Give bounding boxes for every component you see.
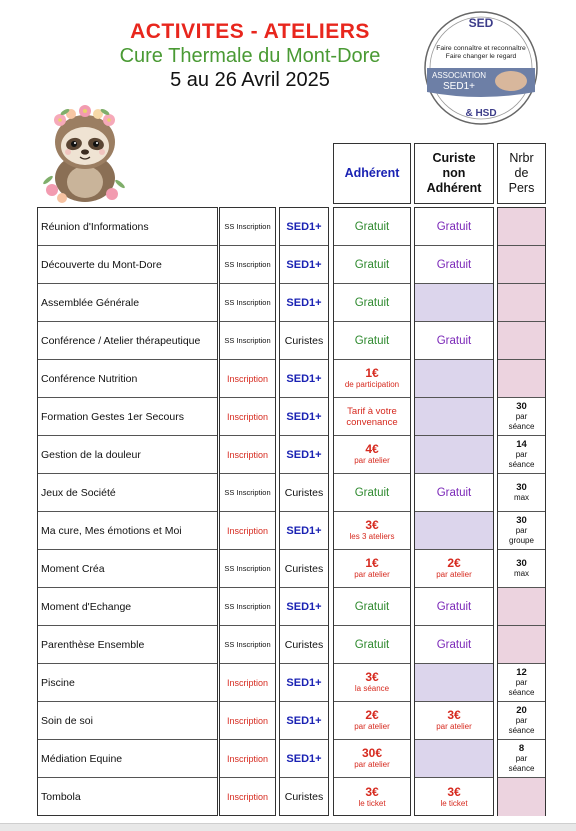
activity-cell — [38, 360, 217, 398]
activity-cell — [38, 588, 217, 626]
participants-unit-line1: par — [515, 754, 528, 763]
price-unit: par atelier — [354, 570, 390, 579]
organizer-cell — [280, 322, 328, 360]
activity-cell — [38, 664, 217, 702]
header-adherent — [333, 143, 411, 204]
participants-unit-line1: max — [513, 493, 530, 502]
organizer-label: Curistes — [284, 562, 324, 575]
activity-name: Découverte du Mont-Dore — [41, 258, 162, 271]
participants-cell — [498, 360, 545, 398]
participants-cell — [498, 398, 545, 436]
adherent-price-cell — [334, 398, 410, 436]
participants-cell — [498, 474, 545, 512]
adherent-price-cell — [334, 322, 410, 360]
organizer-label: SED1+ — [286, 220, 322, 233]
participants-cell — [498, 626, 545, 664]
participants-cell — [498, 246, 545, 284]
organizer-label: Curistes — [284, 791, 324, 803]
inscription-label: Inscription — [226, 411, 269, 422]
inscription-cell — [220, 778, 275, 816]
organizer-label: SED1+ — [286, 258, 322, 271]
svg-text:SED1+: SED1+ — [443, 81, 475, 92]
inscription-cell — [220, 360, 275, 398]
participants-cell — [498, 664, 545, 702]
inscription-label: SS Inscription — [224, 564, 271, 573]
inscription-label: SS Inscription — [224, 298, 271, 307]
curiste-price-cell — [415, 512, 493, 550]
participants-count: 8 — [518, 743, 525, 754]
participants-column — [497, 207, 546, 816]
participants-cell — [498, 702, 545, 740]
curiste-price-cell — [415, 702, 493, 740]
association-badge-logo — [423, 10, 539, 126]
price-free-label: Gratuit — [354, 296, 390, 309]
svg-text:& HSD: & HSD — [465, 108, 497, 119]
curiste-price-cell — [415, 208, 493, 246]
inscription-cell — [220, 702, 275, 740]
price-amount: 3€ — [365, 670, 379, 684]
curiste-price-cell — [415, 664, 493, 702]
activity-name: Moment Créa — [41, 562, 105, 575]
participants-cell — [498, 208, 545, 246]
header-curiste-non-adherent — [414, 143, 494, 204]
organizer-cell — [280, 702, 328, 740]
adherent-price-cell — [334, 246, 410, 284]
participants-count: 14 — [516, 439, 527, 450]
organizer-cell — [280, 778, 328, 816]
inscription-label: Inscription — [226, 792, 269, 802]
activity-name: Parenthèse Ensemble — [41, 638, 145, 651]
organizer-cell — [280, 398, 328, 436]
inscription-label: SS Inscription — [224, 488, 271, 497]
activity-cell — [38, 398, 217, 436]
organizer-label: SED1+ — [286, 524, 322, 537]
activity-name: Assemblée Générale — [41, 296, 140, 309]
activity-name: Réunion d'Informations — [41, 220, 149, 233]
adherent-price-cell — [334, 664, 410, 702]
adherent-price-cell — [334, 474, 410, 512]
header-nbr-line1: Nrbr — [509, 151, 534, 165]
activity-name: Ma cure, Mes émotions et Moi — [41, 524, 182, 537]
inscription-cell — [220, 208, 275, 246]
activity-name: Jeux de Société — [41, 486, 116, 499]
price-free-label: Gratuit — [354, 638, 390, 651]
inscription-cell — [220, 398, 275, 436]
price-free-label: Gratuit — [354, 486, 390, 499]
participants-cell — [498, 740, 545, 778]
activity-name: Piscine — [41, 676, 75, 689]
organizer-label: SED1+ — [286, 410, 322, 423]
svg-text:ASSOCIATION: ASSOCIATION — [431, 71, 487, 80]
inscription-label: SS Inscription — [224, 602, 271, 611]
participants-count: 30 — [516, 482, 527, 493]
adherent-price-cell — [334, 436, 410, 474]
activity-cell — [38, 550, 217, 588]
price-amount: 2€ — [365, 708, 379, 722]
inscription-label: Inscription — [226, 373, 269, 384]
price-unit: par atelier — [354, 760, 390, 769]
participants-unit-line2: séance — [508, 688, 535, 697]
price-unit: par atelier — [354, 456, 390, 465]
price-amount: 4€ — [365, 442, 379, 456]
participants-cell — [498, 588, 545, 626]
curiste-price-cell — [415, 626, 493, 664]
curiste-price-cell — [415, 284, 493, 322]
participants-unit-line1: par — [515, 412, 528, 421]
price-amount: 3€ — [447, 708, 461, 722]
price-free-label: Gratuit — [436, 258, 472, 271]
participants-count: 30 — [516, 401, 527, 412]
curiste-price-cell — [415, 550, 493, 588]
participants-unit-line1: par — [515, 450, 528, 459]
svg-text:Faire changer le regard: Faire changer le regard — [445, 53, 517, 60]
price-amount: 2€ — [447, 556, 461, 570]
participants-unit-line2: séance — [508, 422, 535, 431]
inscription-cell — [220, 246, 275, 284]
price-unit: par atelier — [436, 570, 472, 579]
header-curiste-line2: non — [442, 166, 466, 180]
participants-cell — [498, 322, 545, 360]
inscription-cell — [220, 436, 275, 474]
organizer-label: SED1+ — [286, 714, 322, 727]
organizer-label: SED1+ — [286, 372, 322, 385]
inscription-cell — [220, 550, 275, 588]
activity-name: Médiation Equine — [41, 752, 123, 765]
curiste-price-cell — [415, 360, 493, 398]
activity-name: Tombola — [41, 791, 81, 803]
organizer-cell — [280, 436, 328, 474]
organizer-column — [279, 207, 329, 816]
inscription-label: SS Inscription — [224, 222, 271, 231]
activity-cell — [38, 778, 217, 816]
participants-count: 30 — [516, 515, 527, 526]
adherent-price-cell — [334, 740, 410, 778]
svg-text:SED: SED — [468, 16, 494, 30]
activity-name: Formation Gestes 1er Secours — [41, 410, 184, 423]
organizer-label: SED1+ — [286, 752, 322, 765]
organizer-cell — [280, 360, 328, 398]
header-curiste-line1: Curiste — [432, 151, 476, 165]
inscription-cell — [220, 284, 275, 322]
organizer-label: SED1+ — [286, 448, 322, 461]
price-free-label: Gratuit — [354, 258, 390, 271]
adherent-price-cell — [334, 284, 410, 322]
activity-cell — [38, 740, 217, 778]
activity-cell — [38, 246, 217, 284]
price-free-label: Gratuit — [354, 600, 390, 613]
svg-text:Faire connaître et reconnaître: Faire connaître et reconnaître — [436, 45, 526, 52]
header-nbr-line2: de — [514, 166, 529, 180]
curiste-price-cell — [415, 588, 493, 626]
activity-name: Soin de soi — [41, 714, 93, 727]
adherent-price-cell — [334, 778, 410, 816]
inscription-label: SS Inscription — [224, 260, 271, 269]
participants-unit-line1: par — [515, 716, 528, 725]
header-adherent-label: Adhérent — [344, 166, 400, 180]
participants-cell — [498, 436, 545, 474]
price-free-label: Gratuit — [436, 334, 472, 347]
adherent-price-cell — [334, 588, 410, 626]
price-unit: par atelier — [354, 722, 390, 731]
activity-name: Gestion de la douleur — [41, 448, 141, 461]
activity-cell — [38, 474, 217, 512]
page-title: ACTIVITES - ATELIERS — [130, 20, 370, 43]
organizer-cell — [280, 474, 328, 512]
organizer-cell — [280, 512, 328, 550]
price-free-label: Gratuit — [436, 220, 472, 233]
activity-cell — [38, 512, 217, 550]
inscription-label: SS Inscription — [224, 640, 271, 649]
organizer-cell — [280, 740, 328, 778]
price-free-label: Gratuit — [436, 638, 472, 651]
price-free-label: Gratuit — [354, 334, 390, 347]
organizer-label: SED1+ — [286, 296, 322, 309]
inscription-cell — [220, 322, 275, 360]
price-amount: 30€ — [361, 746, 383, 760]
price-unit: le ticket — [440, 798, 468, 808]
price-unit: la séance — [354, 684, 390, 693]
inscription-label: Inscription — [226, 677, 269, 688]
organizer-cell — [280, 626, 328, 664]
price-amount: 1€ — [365, 366, 379, 380]
participants-count: 12 — [516, 667, 527, 678]
price-unit: les 3 ateliers — [349, 532, 395, 541]
participants-count: 20 — [516, 705, 527, 716]
organizer-cell — [280, 588, 328, 626]
inscription-column — [219, 207, 276, 816]
sloth-flower-crown-illustration — [40, 90, 130, 206]
organizer-cell — [280, 246, 328, 284]
page-dates: 5 au 26 Avril 2025 — [170, 69, 330, 91]
curiste-price-cell — [415, 436, 493, 474]
adherent-price-cell — [334, 702, 410, 740]
activity-cell — [38, 322, 217, 360]
adherent-price-cell — [334, 512, 410, 550]
inscription-cell — [220, 474, 275, 512]
header-nbr-pers — [497, 143, 546, 204]
participants-unit-line1: par — [515, 678, 528, 687]
organizer-cell — [280, 550, 328, 588]
participants-cell — [498, 512, 545, 550]
curiste-price-cell — [415, 322, 493, 360]
price-unit: de participation — [344, 380, 400, 389]
price-free-label: Gratuit — [436, 600, 472, 613]
participants-unit-line2: séance — [508, 460, 535, 469]
adherent-price-column — [333, 207, 411, 816]
adherent-price-cell — [334, 550, 410, 588]
participants-unit-line2: séance — [508, 764, 535, 773]
price-free-label: Gratuit — [354, 220, 390, 233]
participants-cell — [498, 778, 545, 816]
organizer-cell — [280, 664, 328, 702]
inscription-label: Inscription — [226, 753, 269, 764]
activity-cell — [38, 436, 217, 474]
participants-unit-line2: séance — [508, 726, 535, 735]
activity-name: Conférence Nutrition — [41, 372, 138, 385]
curiste-price-column — [414, 207, 494, 816]
participants-unit-line2: groupe — [509, 536, 534, 545]
participants-count: 30 — [516, 558, 527, 569]
organizer-cell — [280, 284, 328, 322]
price-amount: 3€ — [447, 784, 461, 799]
curiste-price-cell — [415, 246, 493, 284]
inscription-cell — [220, 512, 275, 550]
price-amount: 1€ — [365, 556, 379, 570]
inscription-label: Inscription — [226, 449, 269, 460]
participants-cell — [498, 284, 545, 322]
adherent-price-cell — [334, 208, 410, 246]
price-amount: 3€ — [365, 784, 379, 799]
inscription-label: Inscription — [226, 525, 269, 536]
inscription-cell — [220, 664, 275, 702]
organizer-label: Curistes — [284, 334, 324, 347]
organizer-label: SED1+ — [286, 676, 322, 689]
curiste-price-cell — [415, 778, 493, 816]
activity-cell — [38, 208, 217, 246]
activity-cell — [38, 702, 217, 740]
curiste-price-cell — [415, 740, 493, 778]
participants-unit-line1: par — [515, 526, 528, 535]
activity-cell — [38, 284, 217, 322]
organizer-label: Curistes — [284, 486, 324, 499]
activity-name: Conférence / Atelier thérapeutique — [41, 334, 201, 347]
price-amount: 3€ — [365, 518, 379, 532]
participants-cell — [498, 550, 545, 588]
inscription-label: SS Inscription — [224, 336, 271, 345]
price-text-line2: convenance — [346, 416, 398, 428]
organizer-cell — [280, 208, 328, 246]
organizer-label: Curistes — [284, 638, 324, 651]
adherent-price-cell — [334, 360, 410, 398]
price-free-label: Gratuit — [436, 486, 472, 499]
inscription-label: Inscription — [226, 715, 269, 726]
header-nbr-line3: Pers — [508, 181, 535, 195]
organizer-label: SED1+ — [286, 600, 322, 613]
activity-cell — [38, 626, 217, 664]
price-unit: le ticket — [358, 798, 386, 808]
curiste-price-cell — [415, 398, 493, 436]
activity-name: Moment d'Echange — [41, 600, 132, 613]
inscription-cell — [220, 588, 275, 626]
activity-column — [37, 207, 218, 816]
curiste-price-cell — [415, 474, 493, 512]
page-subtitle: Cure Thermale du Mont-Dore — [119, 45, 381, 67]
price-unit: par atelier — [436, 722, 472, 731]
adherent-price-cell — [334, 626, 410, 664]
inscription-cell — [220, 626, 275, 664]
price-text-line1: Tarif à votre — [347, 405, 397, 417]
inscription-cell — [220, 740, 275, 778]
participants-unit-line1: max — [513, 569, 530, 578]
header-curiste-line3: Adhérent — [426, 181, 482, 195]
bottom-edge — [0, 823, 576, 831]
